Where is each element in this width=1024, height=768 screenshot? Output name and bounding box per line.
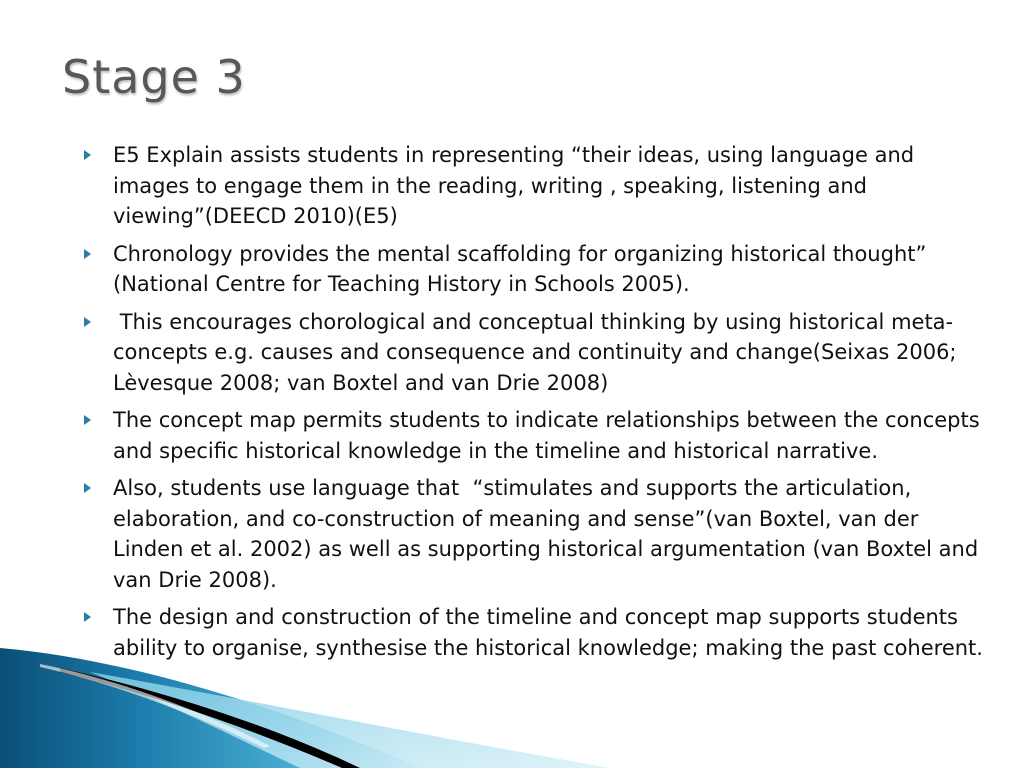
bullet-item bbox=[82, 140, 992, 232]
bullet-item bbox=[82, 239, 992, 300]
bullet-list bbox=[82, 140, 992, 670]
triangle-bullet-icon bbox=[84, 317, 91, 327]
bullet-text: The concept map permits students to indicate relationships between the concepts and specific historical knowledge in the timeline and historical narrative. bbox=[113, 408, 987, 463]
triangle-bullet-icon bbox=[84, 150, 91, 160]
bullet-item bbox=[82, 405, 992, 466]
bullet-item bbox=[82, 602, 992, 663]
bullet-item bbox=[82, 307, 992, 399]
triangle-bullet-icon bbox=[84, 483, 91, 493]
bullet-text: Also, students use language that “stimulates and supports the articulation, elaboration, and co-construction of meaning and sense”(van Boxtel, van der Linden et al. 2002) as well as supporting historical argumentation (van Boxtel and van Drie 2008). bbox=[113, 476, 985, 592]
triangle-bullet-icon bbox=[84, 612, 91, 622]
triangle-bullet-icon bbox=[84, 249, 91, 259]
bullet-text: The design and construction of the timeline and concept map supports students ability to organise, synthesise the historical knowledge; making the past coherent. bbox=[113, 605, 983, 660]
slide-title: Stage 3 bbox=[62, 50, 246, 104]
bullet-text: This encourages chorological and conceptual thinking by using historical meta-concepts e.g. causes and consequence and continuity and change(Seixas 2006; Lèvesque 2008; van Boxtel and van Drie 2008) bbox=[113, 309, 964, 395]
bullet-text: E5 Explain assists students in representing “their ideas, using language and images to engage them in the reading, writing , speaking, listening and viewing”(DEECD 2010)(E5) bbox=[113, 143, 921, 228]
bullet-text: Chronology provides the mental scaffolding for organizing historical thought” (National Centre for Teaching History in Schools 2005). bbox=[113, 241, 934, 296]
triangle-bullet-icon bbox=[84, 415, 91, 425]
bullet-item bbox=[82, 473, 992, 595]
